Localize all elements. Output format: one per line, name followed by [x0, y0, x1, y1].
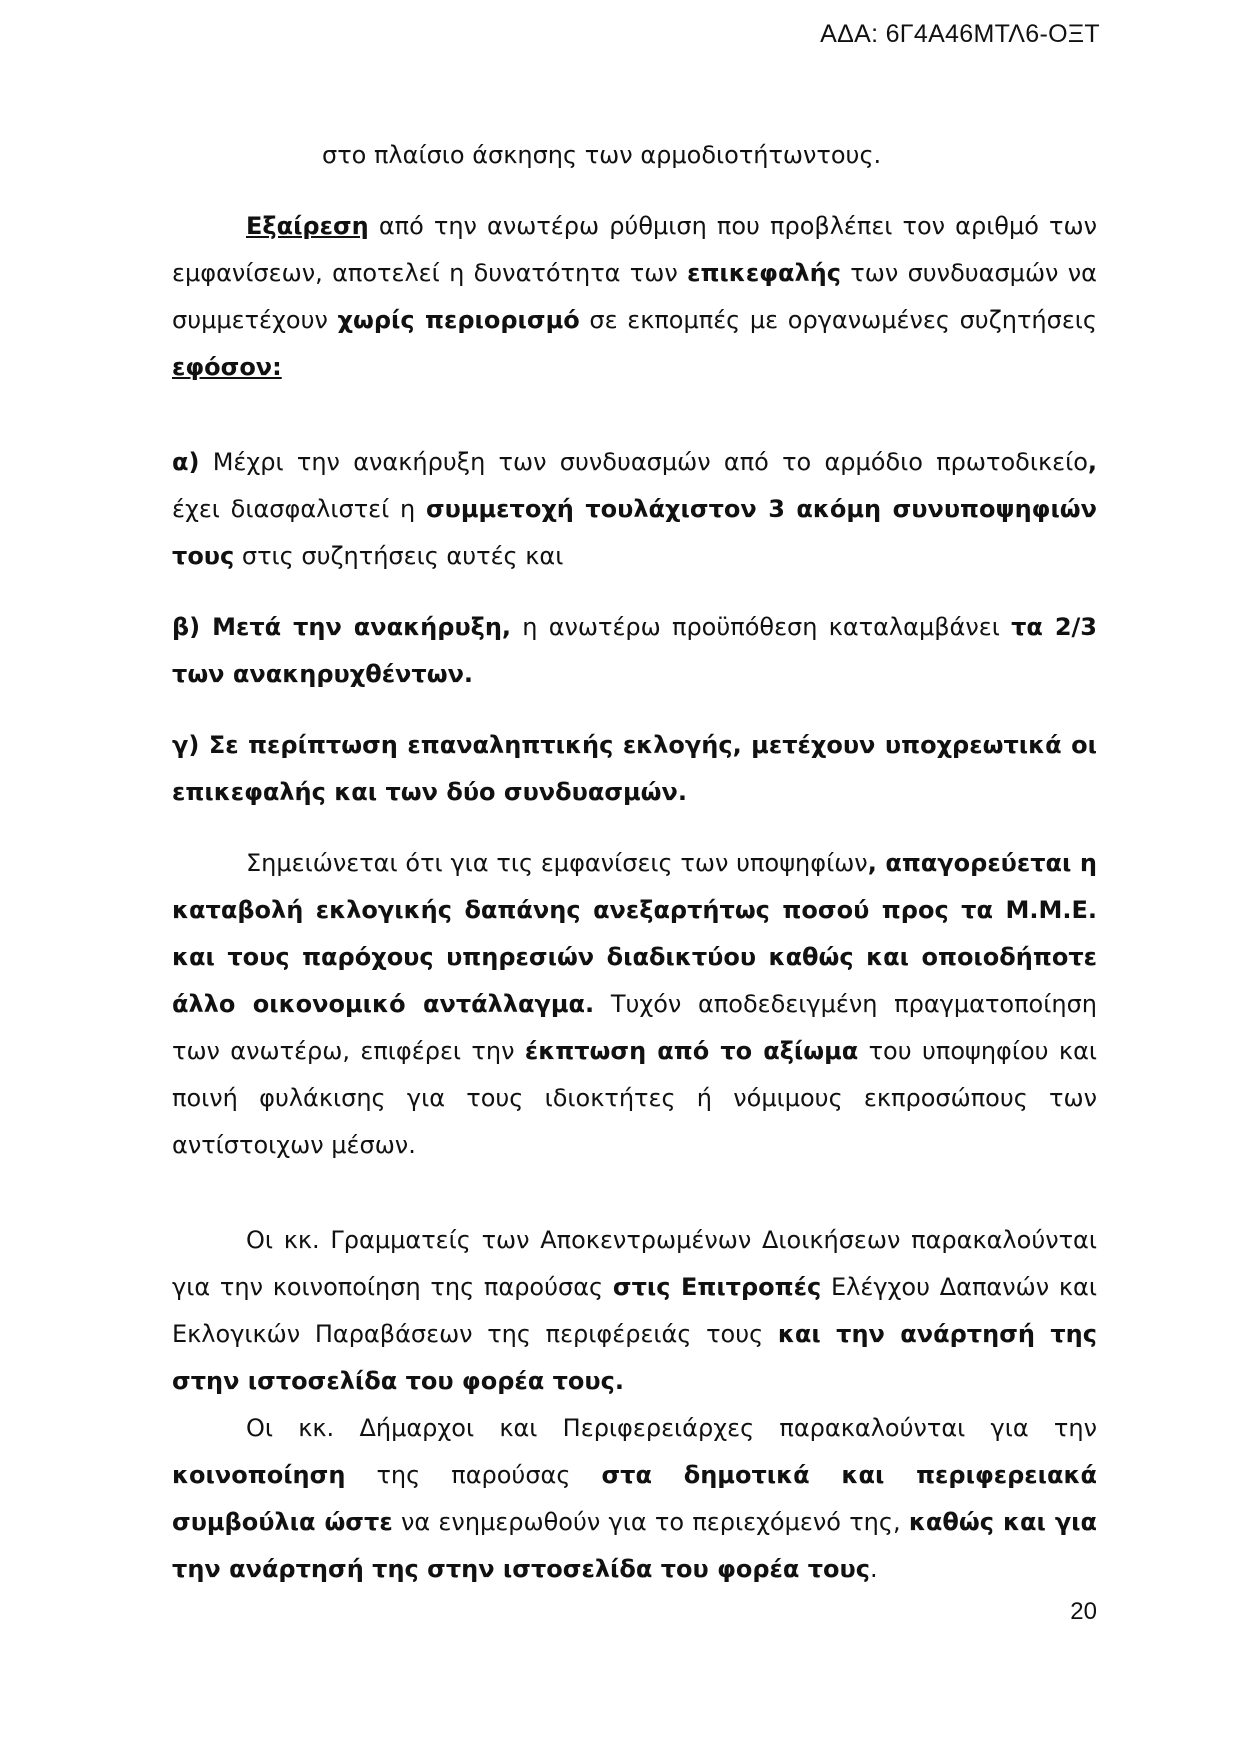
ada-code: ΑΔΑ: 6Γ4Α46ΜΤΛ6-ΟΞΤ: [820, 20, 1100, 48]
item-a-label: α): [172, 448, 200, 476]
intro-line: στο πλαίσιο άσκησης των αρμοδιοτήτωντους.: [322, 141, 882, 169]
secretaries-paragraph: Οι κκ. Γραμματείς των Αποκεντρωμένων Διοικήσεων παρακαλούνται για την κοινοποίηση της παρούσας στις Επιτροπές Ελέγχου Δαπανών και Εκλογικών Παραβάσεων της περιφέρειάς τους και την ανάρτησή της στην ιστοσελίδα του φορέα τους.: [172, 1226, 1097, 1395]
item-c-paragraph: γ) Σε περίπτωση επαναληπτικής εκλογής, μετέχουν υποχρεωτικά οι επικεφαλής και των δύο συνδυασμών.: [172, 731, 1097, 806]
page-number: 20: [1070, 1598, 1097, 1625]
exception-paragraph: Εξαίρεση από την ανωτέρω ρύθμιση που προβλέπει τον αριθμό των εμφανίσεων, αποτελεί η δυνατότητα των επικεφαλής των συνδυασμών να συμμετέχουν χωρίς περιορισμό σε εκπομπές με οργανωμένες συζητήσεις εφόσον:: [172, 212, 1098, 381]
condition-word: εφόσον:: [172, 353, 282, 381]
document-body: [172, 132, 1097, 1593]
item-a-paragraph: α) Μέχρι την ανακήρυξη των συνδυασμών από το αρμόδιο πρωτοδικείο, έχει διασφαλιστεί η συμμετοχή τουλάχιστον 3 ακόμη συνυποψηφιών τους στις συζητήσεις αυτές και: [172, 448, 1097, 570]
item-b-paragraph: β) Μετά την ανακήρυξη, η ανωτέρω προϋπόθεση καταλαμβάνει τα 2/3 των ανακηρυχθέντων.: [172, 613, 1097, 688]
exception-word: Εξαίρεση: [246, 212, 369, 240]
mayors-paragraph: Οι κκ. Δήμαρχοι και Περιφερειάρχες παρακαλούνται για την κοινοποίηση της παρούσας στα δημοτικά και περιφερειακά συμβούλια ώστε να ενημερωθούν για το περιεχόμενό της, καθώς και για την ανάρτησή της στην ιστοσελίδα του φορέα τους.: [172, 1414, 1098, 1583]
note-paragraph: Σημειώνεται ότι για τις εμφανίσεις των υποψηφίων, απαγορεύεται η καταβολή εκλογικής δαπάνης ανεξαρτήτως ποσού προς τα Μ.Μ.Ε. και τους παρόχους υπηρεσιών διαδικτύου καθώς και οποιοδήποτε άλλο οικονομικό αντάλλαγμα. Τυχόν αποδεδειγμένη πραγματοποίηση των ανωτέρω, επιφέρει την έκπτωση από το αξίωμα του υποψηφίου και ποινή φυλάκισης για τους ιδιοκτήτες ή νόμιμους εκπροσώπους των αντίστοιχων μέσων.: [172, 849, 1098, 1159]
